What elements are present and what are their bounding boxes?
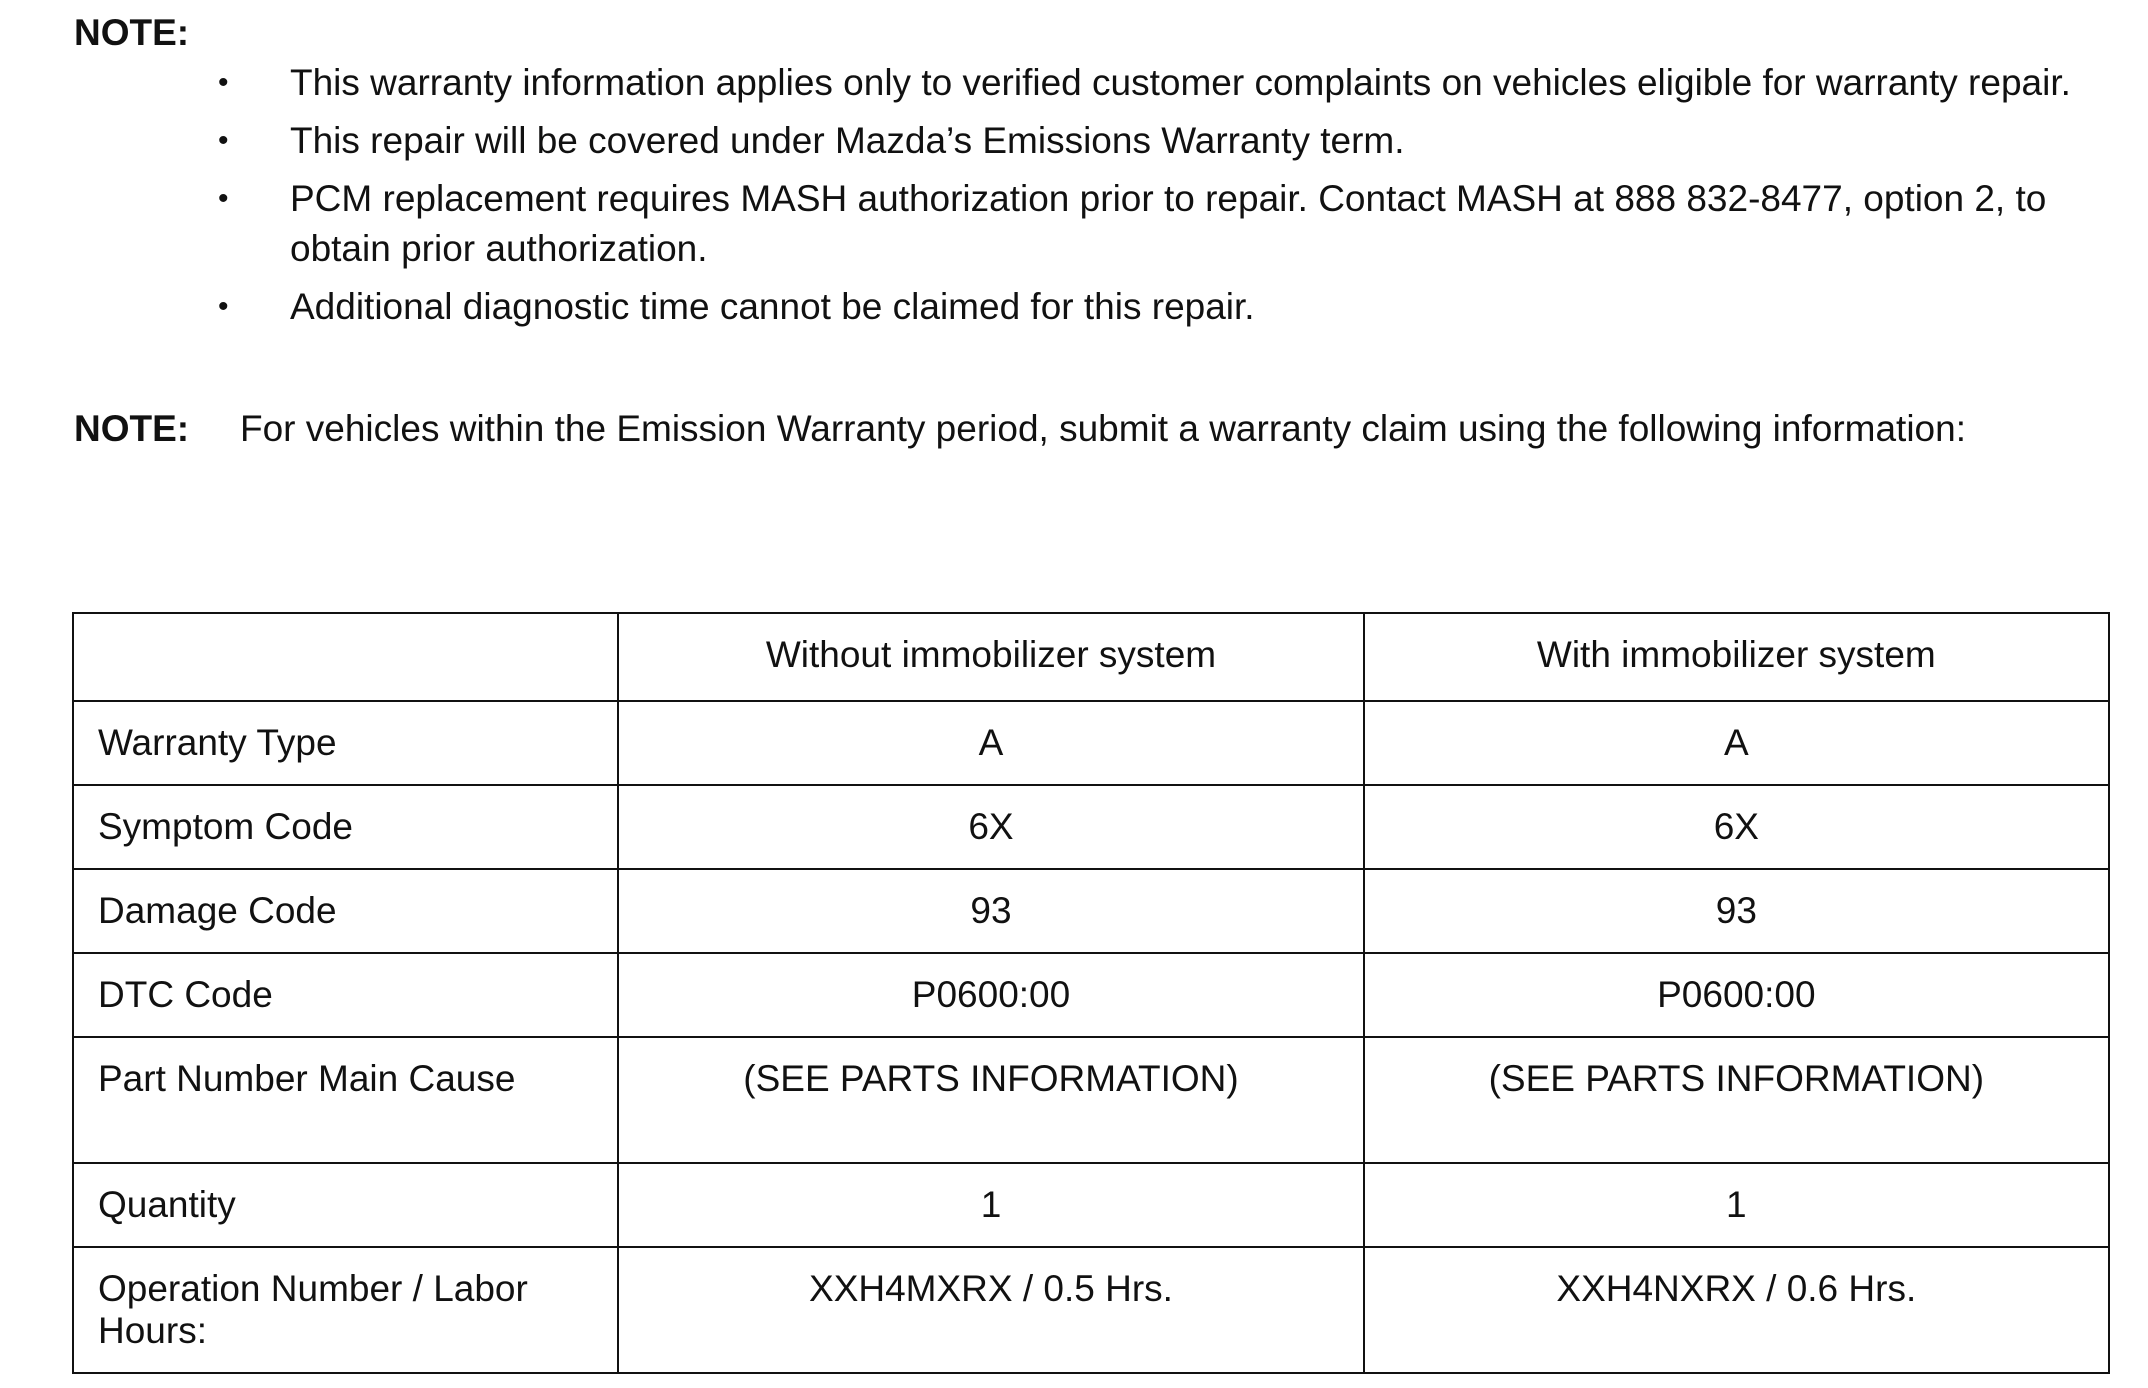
table-header-without-immobilizer: Without immobilizer system <box>618 613 1363 701</box>
table-row <box>73 1037 2109 1163</box>
cell-without-immobilizer: 93 <box>618 869 1363 953</box>
note-text: For vehicles within the Emission Warranty period, submit a warranty claim using the following information: <box>240 408 1966 449</box>
cell-with-immobilizer: P0600:00 <box>1364 953 2109 1037</box>
table-row <box>73 1247 2109 1373</box>
note-heading: NOTE: <box>74 12 190 53</box>
note-bullet-item <box>218 282 2098 332</box>
table-row <box>73 869 2109 953</box>
cell-without-immobilizer: (SEE PARTS INFORMATION) <box>618 1037 1363 1163</box>
table-row <box>73 785 2109 869</box>
bullet-text: Additional diagnostic time cannot be claimed for this repair. <box>290 286 1255 327</box>
cell-without-immobilizer: P0600:00 <box>618 953 1363 1037</box>
note-bullet-item <box>218 116 2098 166</box>
bullet-icon: • <box>218 182 229 215</box>
emission-warranty-note <box>74 404 2134 454</box>
note-bullet-item <box>218 174 2098 274</box>
cell-without-immobilizer: 1 <box>618 1163 1363 1247</box>
table-header-with-immobilizer: With immobilizer system <box>1364 613 2109 701</box>
bullet-text: This warranty information applies only to verified customer complaints on vehicles eligible for warranty repair. <box>290 62 2071 103</box>
row-label: Operation Number / Labor Hours: <box>73 1247 618 1373</box>
cell-with-immobilizer: 6X <box>1364 785 2109 869</box>
bullet-icon: • <box>218 124 229 157</box>
note-label: NOTE: <box>74 408 190 449</box>
row-label: Warranty Type <box>73 701 618 785</box>
row-label: Damage Code <box>73 869 618 953</box>
bullet-icon: • <box>218 66 229 99</box>
row-label: Quantity <box>73 1163 618 1247</box>
cell-with-immobilizer: XXH4NXRX / 0.6 Hrs. <box>1364 1247 2109 1373</box>
warranty-claim-table <box>72 612 2110 1374</box>
row-label: Symptom Code <box>73 785 618 869</box>
bullet-text: This repair will be covered under Mazda’s Emissions Warranty term. <box>290 120 1405 161</box>
row-label: DTC Code <box>73 953 618 1037</box>
bullet-icon: • <box>218 290 229 323</box>
bullet-text: PCM replacement requires MASH authorization prior to repair. Contact MASH at 888 832-8477, option 2, to obtain prior authorization. <box>290 178 2047 269</box>
cell-without-immobilizer: A <box>618 701 1363 785</box>
cell-with-immobilizer: 1 <box>1364 1163 2109 1247</box>
cell-without-immobilizer: 6X <box>618 785 1363 869</box>
cell-with-immobilizer: A <box>1364 701 2109 785</box>
table-row <box>73 1163 2109 1247</box>
cell-without-immobilizer: XXH4MXRX / 0.5 Hrs. <box>618 1247 1363 1373</box>
note-bullet-list <box>218 58 2098 340</box>
table-row <box>73 953 2109 1037</box>
table-row <box>73 701 2109 785</box>
cell-with-immobilizer: 93 <box>1364 869 2109 953</box>
cell-with-immobilizer: (SEE PARTS INFORMATION) <box>1364 1037 2109 1163</box>
note-bullet-item <box>218 58 2098 108</box>
row-label: Part Number Main Cause <box>73 1037 618 1163</box>
table-header-row <box>73 613 2109 701</box>
table-header-empty <box>73 613 618 701</box>
